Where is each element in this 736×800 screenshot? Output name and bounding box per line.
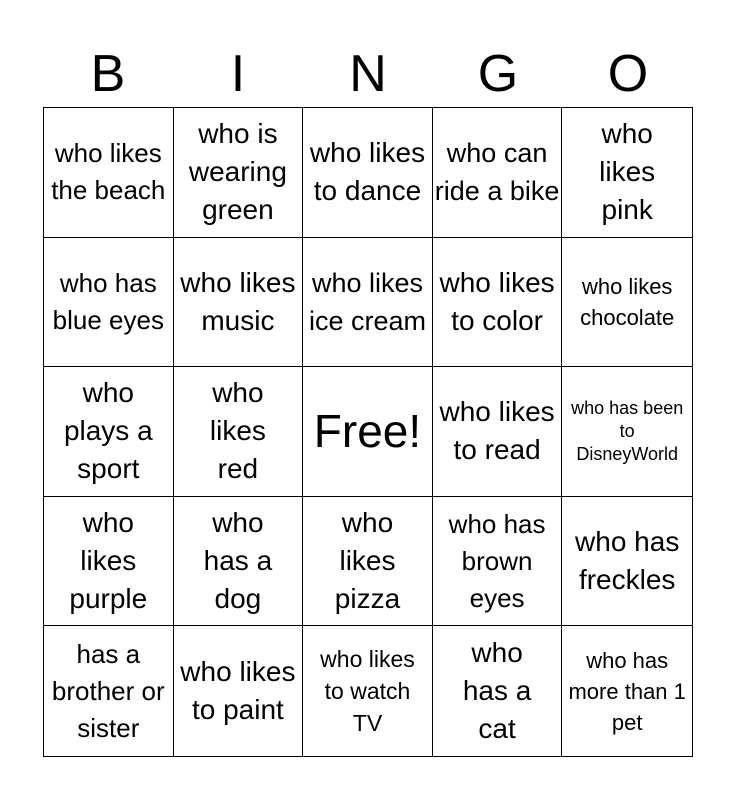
cell-text: who likes purple (69, 507, 148, 615)
cell-text: who plays a sport (63, 377, 153, 485)
cell-text: who likes red (209, 377, 266, 485)
cell-text: who likes to paint (180, 656, 296, 726)
cell-text: who has more than 1 pet (568, 647, 686, 735)
cell-text: who can ride a bike (434, 138, 560, 207)
bingo-cell-b4 (44, 497, 174, 627)
free-space-label: Free! (313, 405, 422, 458)
bingo-cell-b5 (44, 626, 174, 756)
bingo-cell-o2 (562, 238, 692, 368)
bingo-cell-o1 (562, 108, 692, 238)
bingo-cell-b2 (44, 238, 174, 368)
bingo-cell-i1 (174, 108, 304, 238)
bingo-cell-o3 (562, 367, 692, 497)
header-letter-g: G (477, 45, 519, 103)
cell-text: who has freckles (575, 526, 680, 596)
cell-text: who likes the beach (51, 138, 166, 206)
bingo-cell-i4 (174, 497, 304, 627)
header-letter-b: B (90, 45, 126, 103)
bingo-board (43, 107, 693, 757)
bingo-cell-n3-free (303, 367, 433, 497)
cell-text: has a brother or sister (51, 638, 165, 743)
cell-text: who has been to DisneyWorld (571, 397, 684, 464)
cell-text: who has blue eyes (52, 267, 164, 335)
cell-text: who likes pink (599, 118, 656, 226)
bingo-cell-b3 (44, 367, 174, 497)
bingo-header (43, 40, 693, 108)
cell-text: who likes music (180, 266, 296, 336)
bingo-cell-g2 (433, 238, 563, 368)
cell-text: who likes to color (439, 266, 555, 336)
bingo-cell-n4 (303, 497, 433, 627)
cell-text: who likes ice cream (308, 267, 426, 336)
cell-text: who likes to watch TV (320, 646, 415, 737)
cell-text: who likes chocolate (580, 273, 675, 330)
cell-text: who has a dog (203, 507, 273, 615)
bingo-cell-g1 (433, 108, 563, 238)
header-letter-i: I (230, 45, 246, 103)
header-letter-n: N (349, 45, 387, 103)
bingo-cell-g4 (433, 497, 563, 627)
header-letter-o: O (607, 45, 649, 103)
bingo-cell-n5 (303, 626, 433, 756)
cell-text: who is wearing green (188, 118, 287, 226)
cell-text: who likes to read (439, 396, 555, 466)
cell-text: who has brown eyes (448, 508, 546, 613)
bingo-cell-g3 (433, 367, 563, 497)
bingo-cell-o5 (562, 626, 692, 756)
bingo-cell-i5 (174, 626, 304, 756)
bingo-cell-i3 (174, 367, 304, 497)
bingo-cell-n2 (303, 238, 433, 368)
bingo-cell-n1 (303, 108, 433, 238)
cell-text: who has a cat (462, 637, 532, 745)
cell-text: who likes to dance (309, 137, 426, 207)
bingo-cell-g5 (433, 626, 563, 756)
bingo-cell-i2 (174, 238, 304, 368)
cell-text: who likes pizza (334, 507, 401, 615)
bingo-cell-o4 (562, 497, 692, 627)
bingo-cell-b1 (44, 108, 174, 238)
